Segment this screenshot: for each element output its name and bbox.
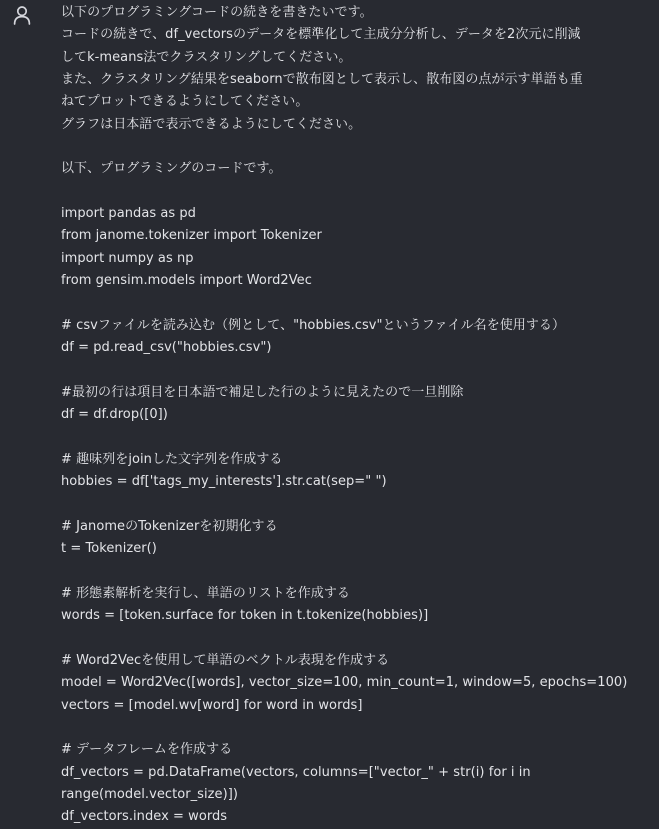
- message-line: df_vectors = pd.DataFrame(vectors, columns=["vector_" + str(i) for i in: [61, 764, 531, 780]
- blank-line: [61, 561, 653, 583]
- user-avatar-icon: [12, 5, 32, 25]
- message-text: [61, 2, 653, 829]
- message-line: # csvファイルを読み込む（例として、"hobbies.csv"というファイル名を使用する）: [61, 317, 565, 333]
- message-line: import numpy as np: [61, 250, 194, 266]
- message-line: hobbies = df['tags_my_interests'].str.cat(sep=" "): [61, 474, 387, 490]
- blank-line: [61, 628, 653, 650]
- message-line: df_vectors.index = words: [61, 809, 228, 825]
- message-line: df = df.drop([0]): [61, 407, 168, 423]
- message-line: import pandas as pd: [61, 206, 196, 222]
- blank-line: [61, 181, 653, 203]
- message-line: model = Word2Vec([words], vector_size=100, min_count=1, window=5, epochs=100): [61, 675, 628, 691]
- message-line: コードの続きで、df_vectorsのデータを標準化して主成分分析し、データを2次元に削減: [61, 27, 581, 43]
- message-line: from janome.tokenizer import Tokenizer: [61, 228, 322, 244]
- message-line: range(model.vector_size)]): [61, 787, 238, 803]
- message-line: # Word2Vecを使用して単語のベクトル表現を作成する: [61, 652, 390, 668]
- blank-line: [61, 717, 653, 739]
- message-line: from gensim.models import Word2Vec: [61, 273, 312, 289]
- message-line: ねてプロットできるようにしてください。: [61, 94, 309, 110]
- blank-line: [61, 292, 653, 314]
- message-line: t = Tokenizer(): [61, 541, 157, 557]
- blank-line: [61, 427, 653, 449]
- blank-line: [61, 136, 653, 158]
- message-line: #最初の行は項目を日本語で補足した行のように見えたので一旦削除: [61, 384, 464, 400]
- message-line: # データフレームを作成する: [61, 742, 233, 758]
- user-outline-icon: [12, 5, 32, 25]
- message-line: # 形態素解析を実行し、単語のリストを作成する: [61, 585, 350, 601]
- message-line: 以下のプログラミングコードの続きを書きたいです。: [61, 5, 373, 20]
- message-line: してk-means法でクラスタリングしてください。: [61, 49, 352, 65]
- message-line: 以下、プログラミングのコードです。: [61, 161, 282, 177]
- message-line: グラフは日本語で表示できるようにしてください。: [61, 116, 362, 132]
- message-line: df = pd.read_csv("hobbies.csv"): [61, 340, 272, 356]
- message-line: # 趣味列をjoinした文字列を作成する: [61, 451, 283, 467]
- message-line: vectors = [model.wv[word] for word in words]: [61, 697, 363, 713]
- blank-line: [61, 494, 653, 516]
- message-line: # JanomeのTokenizerを初期化する: [61, 518, 278, 534]
- blank-line: [61, 360, 653, 382]
- message-line: また、クラスタリング結果をseabornで散布図として表示し、散布図の点が示す単語も重: [61, 72, 583, 88]
- message-line: words = [token.surface for token in t.tokenize(hobbies)]: [61, 608, 429, 624]
